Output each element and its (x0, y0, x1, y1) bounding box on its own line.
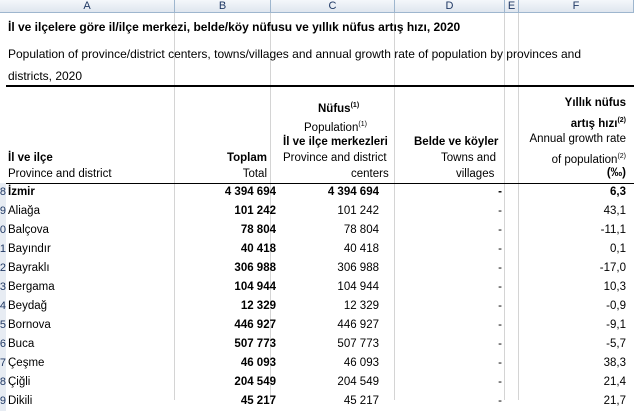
town-population[interactable]: - (498, 376, 502, 388)
row-number[interactable]: 0 (0, 221, 6, 240)
row-number[interactable]: 3 (0, 278, 6, 297)
total-header-en[interactable]: Total (242, 168, 267, 180)
table-row[interactable] (6, 316, 634, 335)
total-population[interactable]: 101 242 (234, 205, 276, 217)
total-population[interactable]: 45 217 (240, 395, 276, 407)
town-population[interactable]: - (498, 319, 502, 331)
total-population[interactable]: 78 804 (240, 224, 276, 236)
table-row[interactable] (6, 297, 634, 316)
center-population[interactable]: 12 329 (343, 300, 379, 312)
column-header-f[interactable]: F (519, 0, 634, 13)
table-row[interactable] (6, 202, 634, 221)
total-population[interactable]: 12 329 (240, 300, 276, 312)
growth-rate[interactable]: -5,7 (606, 338, 626, 350)
table-row[interactable] (6, 240, 634, 259)
growth-rate[interactable]: 0,1 (610, 243, 626, 255)
district-name[interactable]: Balçova (8, 224, 49, 236)
row-number[interactable]: 2 (0, 259, 6, 278)
town-population[interactable]: - (498, 357, 502, 369)
column-header-c[interactable]: C (271, 0, 395, 13)
total-population[interactable]: 507 773 (234, 338, 276, 350)
town-population[interactable]: - (498, 300, 502, 312)
row-number[interactable]: 8 (0, 183, 6, 202)
growth-header-en-2[interactable]: of population$^{(2)}$ (551, 153, 626, 166)
header-top-rule (6, 85, 634, 87)
center-population[interactable]: 45 217 (343, 395, 379, 407)
town-population[interactable]: - (498, 243, 502, 255)
center-population[interactable]: 78 804 (343, 224, 379, 236)
population-header-tr[interactable]: Nüfus$^{(1)}$ (318, 102, 360, 115)
growth-rate[interactable]: 6,3 (610, 186, 626, 198)
growth-header-tr-2[interactable]: artış hızı$^{(2)}$ (570, 117, 626, 130)
total-header-tr[interactable]: Toplam (226, 152, 267, 164)
province-header-en[interactable]: Province and district (8, 168, 112, 180)
growth-rate[interactable]: 21,4 (603, 376, 626, 388)
column-header-a[interactable]: A (0, 0, 175, 13)
total-population[interactable]: 4 394 694 (224, 186, 276, 198)
table-row[interactable] (6, 221, 634, 240)
table-row[interactable] (6, 335, 634, 354)
total-population[interactable]: 446 927 (234, 319, 276, 331)
growth-rate[interactable]: -9,1 (606, 319, 626, 331)
towns-header-en-2[interactable]: villages (456, 168, 495, 180)
town-population[interactable]: - (498, 338, 502, 350)
centers-header-en-1[interactable]: Province and district (283, 152, 387, 164)
town-population[interactable]: - (498, 205, 502, 217)
growth-header-tr-1[interactable]: Yıllık nüfus (564, 97, 626, 109)
growth-header-en-1[interactable]: Annual growth rate (529, 133, 626, 145)
table-row[interactable] (6, 278, 634, 297)
table-row[interactable] (6, 354, 634, 373)
center-population[interactable]: 446 927 (337, 319, 379, 331)
centers-header-en-2[interactable]: centers (351, 168, 389, 180)
province-header-tr[interactable]: İl ve ilçe (8, 152, 53, 164)
center-population[interactable]: 306 988 (337, 262, 379, 274)
row-number[interactable]: 5 (0, 316, 6, 335)
table-row[interactable] (6, 183, 634, 202)
district-name[interactable]: Bornova (8, 319, 51, 331)
town-population[interactable]: - (498, 224, 502, 236)
district-name[interactable]: Buca (8, 338, 35, 350)
growth-rate[interactable]: 38,3 (603, 357, 626, 369)
column-header-b[interactable]: B (175, 0, 271, 13)
row-number[interactable]: 9 (0, 392, 6, 411)
towns-header-tr[interactable]: Belde ve köyler (414, 136, 499, 148)
center-population[interactable]: 40 418 (343, 243, 379, 255)
table-row[interactable] (6, 259, 634, 278)
table-row[interactable] (6, 373, 634, 392)
growth-rate[interactable]: -0,9 (606, 300, 626, 312)
total-population[interactable]: 306 988 (234, 262, 276, 274)
growth-rate[interactable]: -11,1 (600, 224, 626, 236)
title-english-line1[interactable]: Population of province/district centers, towns/villages and annual growth rate of population by provinces and (8, 47, 582, 61)
town-population[interactable]: - (498, 186, 502, 198)
population-header-en[interactable]: Population$^{(1)}$ (304, 121, 367, 134)
total-population[interactable]: 104 944 (234, 281, 276, 293)
towns-header-en-1[interactable]: Towns and (441, 152, 496, 164)
district-name[interactable]: Bayındır (8, 243, 51, 255)
district-name[interactable]: Aliağa (8, 205, 40, 217)
table-row[interactable] (6, 392, 634, 411)
town-population[interactable]: - (498, 395, 502, 407)
district-name[interactable]: İzmir (8, 186, 35, 198)
growth-header-unit[interactable]: (‰) (606, 167, 626, 179)
row-number[interactable]: 6 (0, 335, 6, 354)
title-english-line2[interactable]: districts, 2020 (8, 69, 83, 83)
total-population[interactable]: 204 549 (234, 376, 276, 388)
center-population[interactable]: 507 773 (337, 338, 379, 350)
growth-rate[interactable]: 43,1 (603, 205, 626, 217)
district-name[interactable]: Beydağ (8, 300, 48, 312)
district-name[interactable]: Bayraklı (8, 262, 50, 274)
total-population[interactable]: 40 418 (240, 243, 276, 255)
growth-rate[interactable]: 10,3 (603, 281, 626, 293)
row-number[interactable]: 8 (0, 373, 6, 392)
title-turkish[interactable]: İl ve ilçelere göre il/ilçe merkezi, belde/köy nüfusu ve yıllık nüfus artış hızı, 2020 (8, 20, 461, 34)
growth-rate[interactable]: 21,7 (603, 395, 626, 407)
center-population[interactable]: 101 242 (337, 205, 379, 217)
row-number[interactable]: 1 (0, 240, 6, 259)
row-number[interactable]: 7 (0, 354, 6, 373)
row-number[interactable]: 4 (0, 297, 6, 316)
center-population[interactable]: 4 394 694 (327, 186, 379, 198)
row-number[interactable]: 9 (0, 202, 6, 221)
growth-rate[interactable]: -17,0 (599, 262, 626, 274)
center-population[interactable]: 46 093 (343, 357, 379, 369)
district-name[interactable]: Dikili (8, 395, 33, 407)
column-header-d[interactable]: D (395, 0, 505, 13)
center-population[interactable]: 104 944 (337, 281, 379, 293)
district-name[interactable]: Bergama (8, 281, 55, 293)
total-population[interactable]: 46 093 (240, 357, 276, 369)
town-population[interactable]: - (498, 262, 502, 274)
town-population[interactable]: - (498, 281, 502, 293)
centers-header-tr[interactable]: İl ve ilçe merkezleri (283, 136, 388, 148)
district-name[interactable]: Çeşme (8, 357, 45, 369)
center-population[interactable]: 204 549 (337, 376, 379, 388)
column-header-e[interactable]: E (505, 0, 519, 13)
district-name[interactable]: Çiğli (8, 376, 31, 388)
